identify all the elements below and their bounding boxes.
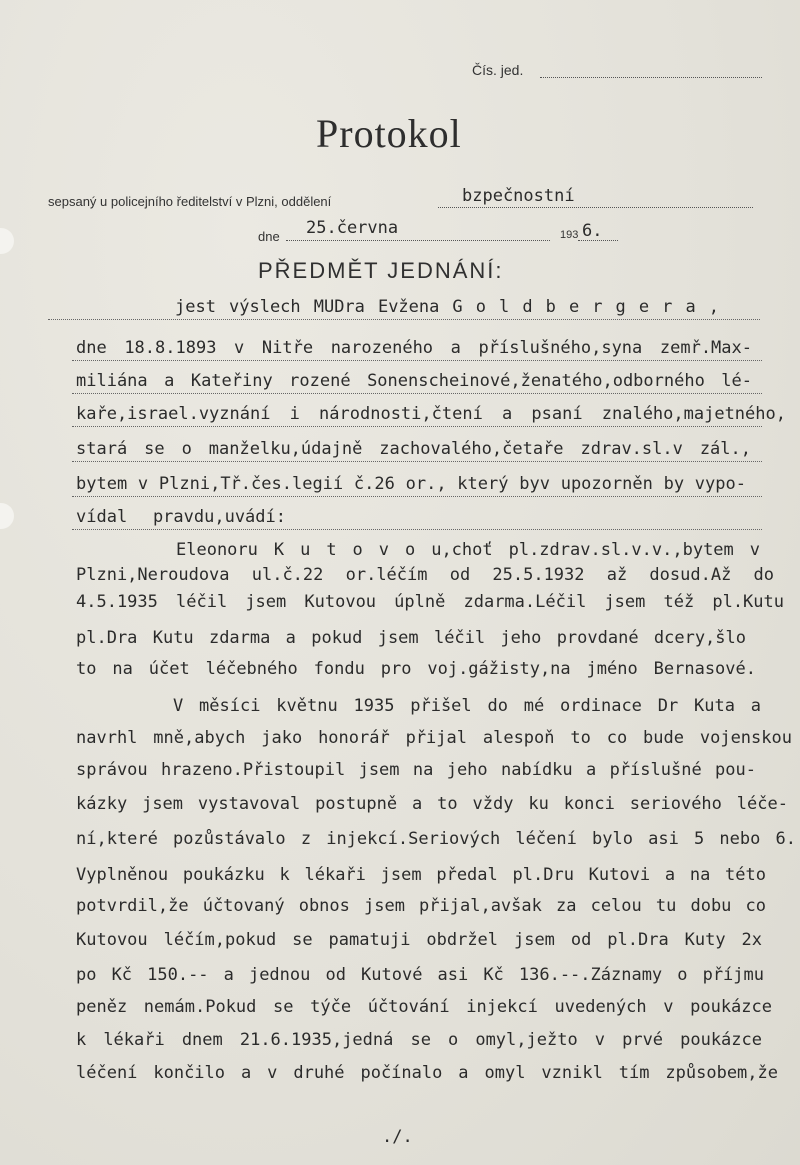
body-line: peněz nemám.Pokud se týče účtování injekcí uvedených v poukázce bbox=[76, 997, 772, 1017]
year-prefix: 193 bbox=[560, 229, 579, 241]
dotted-rule bbox=[72, 529, 762, 530]
body-line: po Kč 150.-- a jednou od Kutové asi Kč 136.--.Záznamy o příjmu bbox=[76, 965, 764, 985]
punch-hole bbox=[0, 228, 14, 254]
department-label: sepsaný u policejního ředitelství v Plzni, oddělení bbox=[48, 194, 332, 209]
department-value: bzpečnostní bbox=[462, 186, 575, 206]
punch-hole bbox=[0, 503, 14, 529]
reference-number-line bbox=[540, 77, 762, 78]
body-line: k lékaři dnem 21.6.1935,jedná se o omyl,ježto v prvé poukázce bbox=[76, 1030, 762, 1050]
body-line: kaře,israel.vyznání i národnosti,čtení a psaní znalého,majetného, bbox=[76, 404, 786, 424]
dotted-rule bbox=[72, 426, 762, 427]
body-line: miliána a Kateřiny rozené Sonenscheinové,ženatého,odborného lé- bbox=[76, 371, 752, 391]
body-line: vídal pravdu,uvádí: bbox=[76, 507, 286, 527]
body-line: pl.Dra Kutu zdarma a pokud jsem léčil jeho provdané dcery,šlo bbox=[76, 628, 746, 648]
body-line: Vyplněnou poukázku k lékaři jsem předal pl.Dru Kutovi a na této bbox=[76, 865, 766, 885]
document-title: Protokol bbox=[316, 111, 462, 156]
body-line: stará se o manželku,údajně zachovalého,četaře zdrav.sl.v zál., bbox=[76, 439, 751, 459]
body-line: bytem v Plzni,Tř.čes.legií č.26 or., který byv upozorněn by vypo- bbox=[76, 474, 746, 494]
reference-number-label: Čís. jed. bbox=[472, 62, 524, 78]
date-value: 25.června bbox=[306, 218, 399, 238]
body-line: Plzni,Neroudova ul.č.22 or.léčím od 25.5.1932 až dosud.Až do bbox=[76, 565, 774, 585]
body-line: dne 18.8.1893 v Nitře narozeného a příslušného,syna zemř.Max- bbox=[76, 338, 752, 358]
body-line: to na účet léčebného fondu pro voj.gážisty,na jméno Bernasové. bbox=[76, 659, 756, 679]
body-line: jest výslech MUDra Evžena G o l d b e r g e r a , bbox=[175, 297, 719, 317]
year-value: 6. bbox=[582, 221, 603, 241]
body-line: ní,které pozůstávalo z injekcí.Seriových léčení bylo asi 5 nebo 6. bbox=[76, 829, 796, 849]
body-line: 4.5.1935 léčil jsem Kutovou úplně zdarma.Léčil jsem též pl.Kutu bbox=[76, 592, 784, 612]
body-line: Kutovou léčím,pokud se pamatuji obdržel jsem od pl.Dra Kuty 2x bbox=[76, 930, 762, 950]
date-line bbox=[286, 240, 550, 241]
dotted-rule bbox=[72, 393, 762, 394]
year-line bbox=[578, 240, 618, 241]
dotted-rule bbox=[48, 319, 760, 320]
dotted-rule bbox=[72, 461, 762, 462]
body-line: správou hrazeno.Přistoupil jsem na jeho nabídku a příslušné pou- bbox=[76, 760, 756, 780]
dotted-rule bbox=[72, 496, 762, 497]
department-line bbox=[438, 207, 753, 208]
subject-heading: PŘEDMĚT JEDNÁNÍ: bbox=[258, 258, 504, 283]
body-line: léčení končilo a v druhé počínalo a omyl vznikl tím způsobem,že bbox=[76, 1063, 778, 1083]
body-line: V měsíci květnu 1935 přišel do mé ordinace Dr Kuta a bbox=[173, 696, 761, 716]
date-label: dne bbox=[258, 229, 280, 244]
body-line: navrhl mně,abych jako honorář přijal alespoň to co bude vojenskou bbox=[76, 728, 792, 748]
dotted-rule bbox=[72, 360, 762, 361]
continuation-mark: ./. bbox=[382, 1127, 413, 1147]
body-line: Eleonoru K u t o v o u,choť pl.zdrav.sl.v.v.,bytem v bbox=[176, 540, 760, 560]
body-line: kázky jsem vystavoval postupně a to vždy ku konci seriového léče- bbox=[76, 794, 788, 814]
body-line: potvrdil,že účtovaný obnos jsem přijal,avšak za celou tu dobu co bbox=[76, 896, 766, 916]
